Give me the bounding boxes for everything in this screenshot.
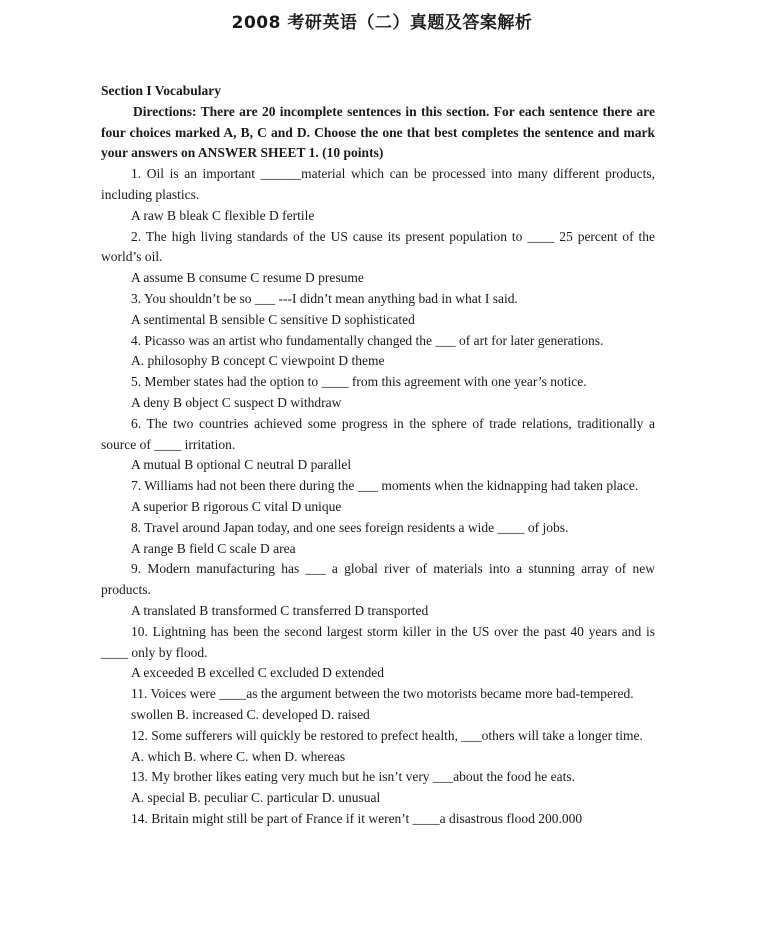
question-options: A mutual B optional C neutral D parallel <box>131 457 352 473</box>
question-text: 12. Some sufferers will quickly be restored to prefect health, ___others will take a longer time. <box>131 727 643 743</box>
question-text: 1. Oil is an important ______material which can be processed into many different products, including plastics. <box>101 166 655 202</box>
question-text: 8. Travel around Japan today, and one sees foreign residents a wide ____ of jobs. <box>131 519 569 535</box>
question-options: A superior B rigorous C vital D unique <box>131 498 342 514</box>
question-text: 5. Member states had the option to ____ from this agreement with one year’s notice. <box>131 374 587 390</box>
question-options: A. which B. where C. when D. whereas <box>131 748 346 764</box>
question-text: 7. Williams had not been there during the ___ moments when the kidnapping had taken place. <box>131 478 639 494</box>
question-text: 2. The high living standards of the US cause its present population to ____ 25 percent of the world’s oil. <box>101 228 655 265</box>
question-options: A range B field C scale D area <box>131 540 296 556</box>
question-options: A. philosophy B concept C viewpoint D theme <box>131 353 385 369</box>
question-text: 9. Modern manufacturing has ___ a global river of materials into a stunning array of new products. <box>101 561 655 598</box>
question-text: 14. Britain might still be part of France if it weren’t ____a disastrous flood 200.000 <box>131 810 583 826</box>
question-text: 6. The two countries achieved some progress in the sphere of trade relations, traditionally a source of ____ irritation. <box>101 415 655 452</box>
question-options: A assume B consume C resume D presume <box>131 270 364 286</box>
question-options: A exceeded B excelled C excluded D extended <box>131 665 385 681</box>
question-options: A raw B bleak C flexible D fertile <box>131 207 315 223</box>
question-options: A translated B transformed C transferred D transported <box>131 602 429 618</box>
question-text: 10. Lightning has been the second largest storm killer in the US over the past 40 years and is ____ only by flood. <box>101 623 655 660</box>
document-body <box>101 81 655 830</box>
directions-text: Directions: There are 20 incomplete sentences in this section. For each sentence there are four choices marked A, B, C and D. Choose the one that best completes the sentence and mark your answers on ANSWER SHEET 1. (10 points) <box>101 103 655 161</box>
section-title: Section I Vocabulary <box>101 83 222 98</box>
question-list <box>101 164 655 830</box>
question-options: A sentimental B sensible C sensitive D sophisticated <box>131 311 415 327</box>
question-text: 4. Picasso was an artist who fundamentally changed the ___ of art for later generations. <box>131 332 604 348</box>
question-options: A. special B. peculiar C. particular D. unusual <box>131 790 381 806</box>
question-options: A deny B object C suspect D withdraw <box>131 394 342 410</box>
question-options: swollen B. increased C. developed D. raised <box>131 706 370 722</box>
question-text: 13. My brother likes eating very much but he isn’t very ___about the food he eats. <box>131 769 576 785</box>
question-text: 11. Voices were ____as the argument between the two motorists became more bad-tempered. <box>131 686 634 702</box>
page-title: 2008 考研英语（二）真题及答案解析 <box>231 13 533 33</box>
question-text: 3. You shouldn’t be so ___ ---I didn’t mean anything bad in what I said. <box>131 290 518 306</box>
